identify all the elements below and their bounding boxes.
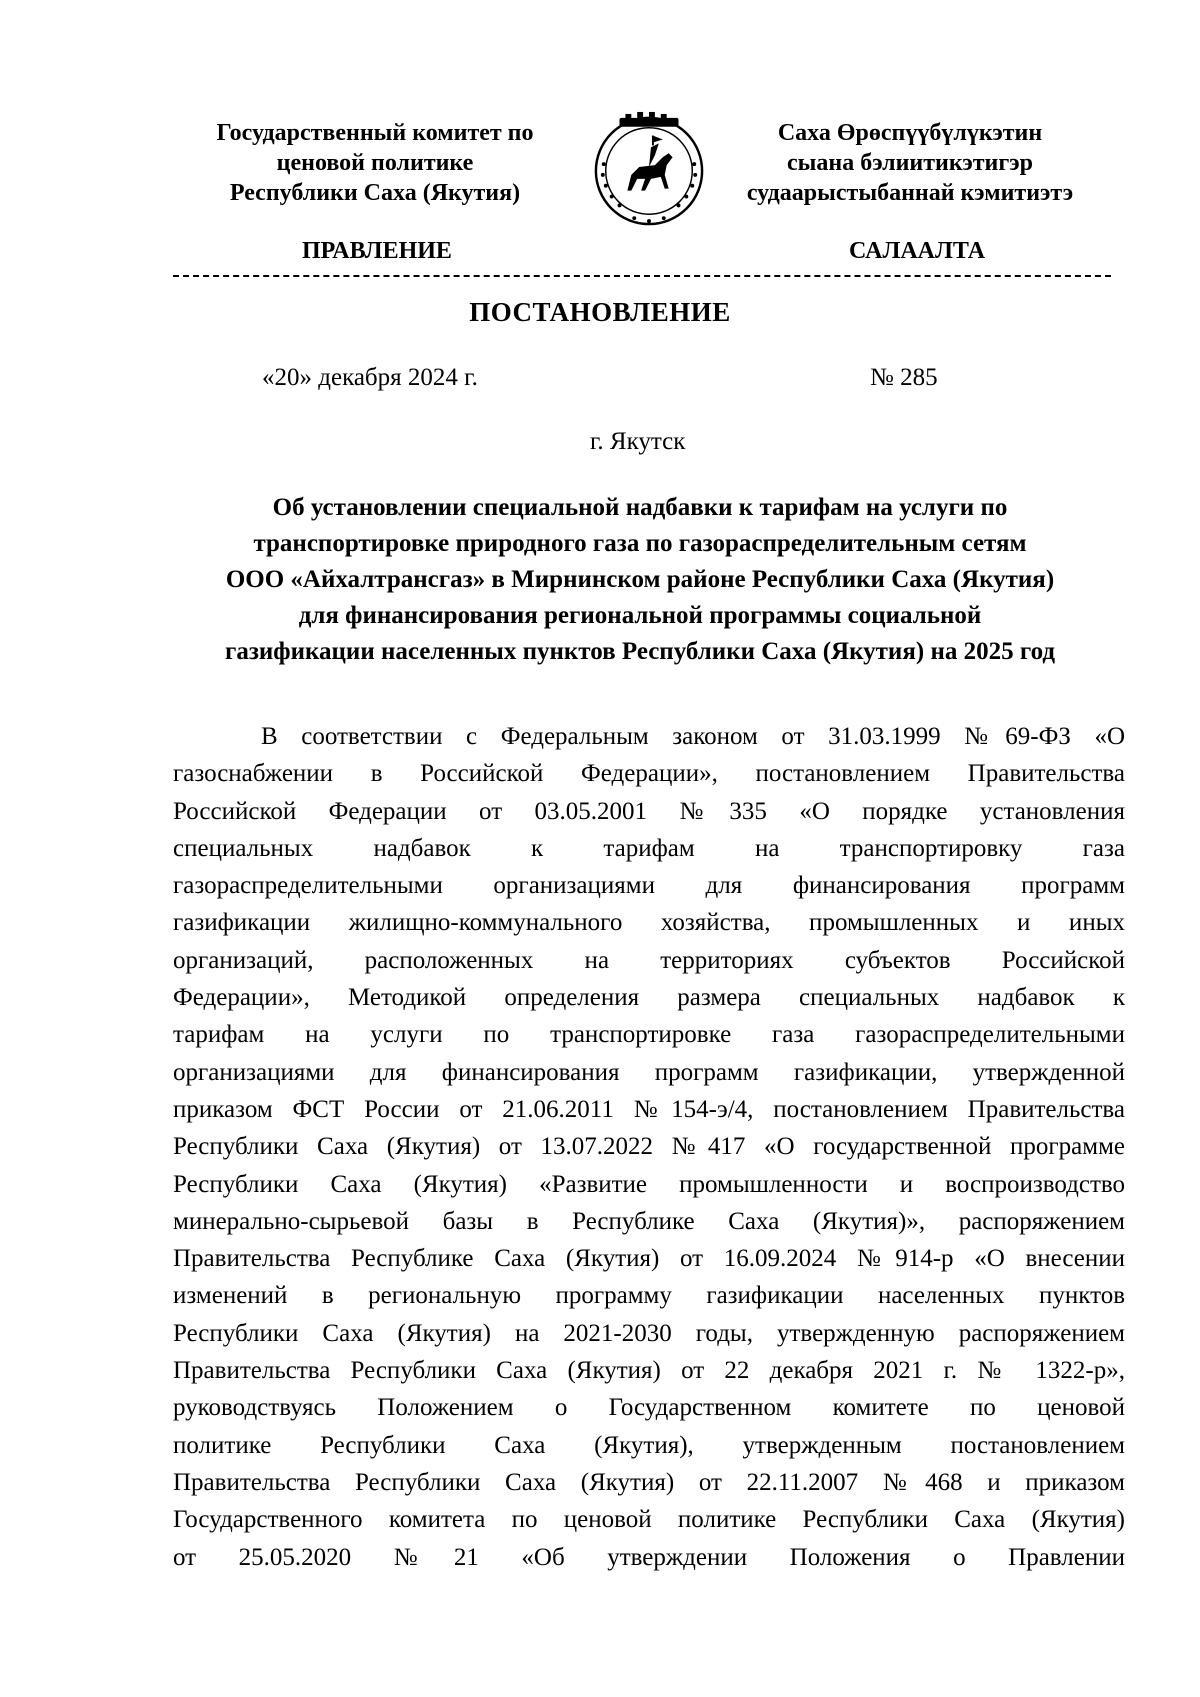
body-line: В соответствии с Федеральным законом от 31.03.1999 №69-ФЗ «О <box>261 723 1125 750</box>
body-line: газификации жилищно-коммунального хозяйства, промышленных и иных <box>173 909 1125 937</box>
subject-line: для финансирования региональной программы социальной <box>298 602 982 629</box>
body-line: от 25.05.2020 №21 «Об утверждении Положения о Правлении <box>173 1543 1125 1571</box>
document-date: «20» декабря 2024 г. <box>262 364 478 391</box>
document-city: г. Якутск <box>590 428 686 455</box>
issuer-line: Саха Өрөспүүбүлүкэтин <box>777 120 1043 146</box>
body-line: минерально-сырьевой базы в Республике Саха (Якутия)», распоряжением <box>173 1207 1125 1235</box>
body-line: Государственного комитета по ценовой политике Республики Саха (Якутия) <box>173 1506 1125 1534</box>
document-type-title: ПОСТАНОВЛЕНИЕ <box>469 297 731 327</box>
issuer-name-yakut <box>720 118 1100 208</box>
document-number: № 285 <box>870 364 938 391</box>
coat-of-arms-emblem-icon <box>590 110 708 228</box>
body-line: Республики Саха (Якутия) на 2021-2030 годы, утвержденную распоряжением <box>173 1319 1125 1347</box>
subject-line: ООО «Айхалтрансгаз» в Мирнинском районе Республики Саха (Якутия) <box>225 566 1055 593</box>
body-line: Российской Федерации от 03.05.2001 №335 «О порядке установления <box>173 797 1125 825</box>
subject-line: газификации населенных пунктов Республики Саха (Якутия) на 2025 год <box>224 638 1056 665</box>
body-line: организаций, расположенных на территориях субъектов Российской <box>173 946 1125 974</box>
dashed-divider <box>173 275 1111 277</box>
subject-line: Об установлении специальной надбавки к тарифам на услуги по <box>272 494 1008 521</box>
issuer-line: ценовой политике <box>276 150 474 176</box>
issuer-line: Государственный комитет по <box>216 120 534 146</box>
body-line: газоснабжении в Российской Федерации», постановлением Правительства <box>173 760 1125 788</box>
subject-line: транспортировке природного газа по газораспределительным сетям <box>253 530 1027 557</box>
body-line: Правительства Республики Саха (Якутия) от 22.11.2007 №468 и приказом <box>173 1468 1125 1496</box>
document-subject <box>160 490 1120 670</box>
body-line: руководствуясь Положением о Государственном комитете по ценовой <box>173 1394 1125 1422</box>
issuer-name-russian <box>175 118 575 208</box>
body-line: изменений в региональную программу газификации населенных пунктов <box>173 1282 1125 1310</box>
body-line: газораспределительными организациями для финансирования программ <box>173 872 1125 900</box>
body-line: приказом ФСТ России от 21.06.2011 №154-э/4, постановлением Правительства <box>173 1095 1125 1123</box>
body-line: Республики Саха (Якутия) «Развитие промышленности и воспроизводство <box>173 1170 1125 1198</box>
document-body <box>173 718 1125 1576</box>
body-line: тарифам на услуги по транспортировке газа газораспределительными <box>173 1021 1125 1049</box>
issuer-line: судаарыстыбаннай кэмитиэтэ <box>746 180 1074 206</box>
body-line: специальных надбавок к тарифам на транспортировку газа <box>173 834 1125 862</box>
department-label-yakut: САЛААЛТА <box>849 238 986 264</box>
department-label-russian: ПРАВЛЕНИЕ <box>302 238 452 264</box>
body-line: Федерации», Методикой определения размера специальных надбавок к <box>173 984 1125 1012</box>
body-line: организациями для финансирования программ газификации, утвержденной <box>173 1058 1125 1086</box>
issuer-line: сыана бэлиитикэтигэр <box>786 150 1033 176</box>
issuer-line: Республики Саха (Якутия) <box>229 180 521 206</box>
body-line: Правительства Республике Саха (Якутия) от 16.09.2024 №914-р «О внесении <box>173 1245 1125 1273</box>
body-line: Республики Саха (Якутия) от 13.07.2022 №417 «О государственной программе <box>173 1133 1125 1161</box>
body-line: политике Республики Саха (Якутия), утвержденным постановлением <box>173 1431 1125 1459</box>
body-line: Правительства Республики Саха (Якутия) от 22 декабря 2021 г. № 1322-р», <box>173 1357 1125 1385</box>
